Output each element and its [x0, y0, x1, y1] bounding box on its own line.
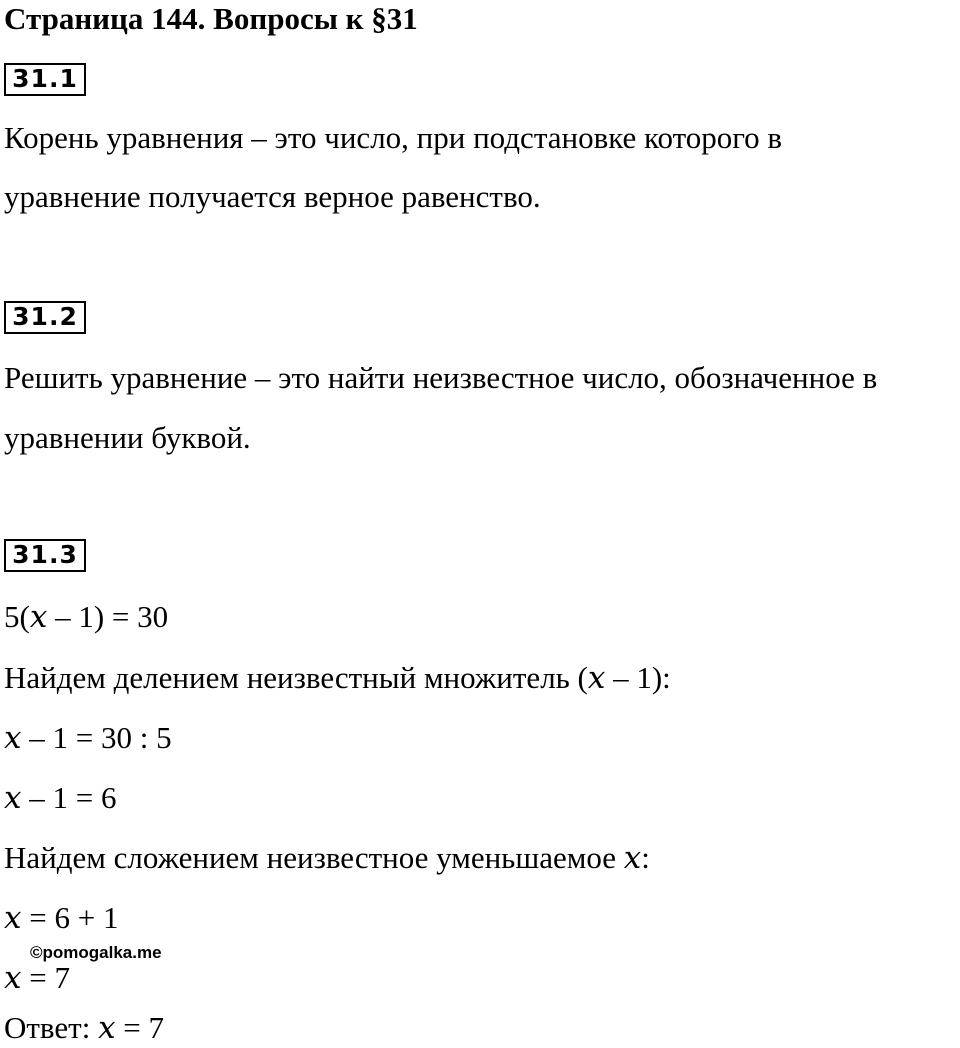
- equation-addition-rest: = 6 + 1: [21, 900, 119, 935]
- final-answer: [4, 1008, 164, 1048]
- equation-result-6-rest: – 1 = 6: [21, 780, 117, 815]
- step-find-factor: [4, 658, 671, 698]
- step-find-minuend-tail: :: [641, 840, 650, 875]
- variable-x: x: [4, 960, 22, 996]
- step-find-minuend: [4, 838, 650, 878]
- equation-solution-rest: = 7: [21, 960, 70, 995]
- equation-original-suffix: – 1) = 30: [47, 599, 169, 634]
- question-label-31-1: 31.1: [4, 63, 86, 96]
- equation-addition: [4, 898, 118, 938]
- answer-31-1-line-1: Корень уравнения – это число, при подстановке которого в: [4, 120, 783, 155]
- step-find-minuend-text: Найдем сложением неизвестное уменьшаемое: [4, 840, 624, 875]
- equation-result-6: [4, 778, 116, 818]
- equation-division: [4, 718, 172, 758]
- variable-x: x: [4, 900, 22, 936]
- equation-original-prefix: 5(: [4, 599, 30, 634]
- equation-division-rest: – 1 = 30 : 5: [21, 720, 172, 755]
- page-title: Страница 144. Вопросы к §31: [4, 1, 418, 36]
- question-label-31-2: 31.2: [4, 301, 86, 334]
- variable-x: x: [29, 599, 48, 635]
- final-answer-value: = 7: [115, 1010, 165, 1045]
- variable-x: x: [4, 780, 22, 816]
- equation-solution: [4, 958, 70, 998]
- equation-original: [4, 597, 168, 637]
- step-find-factor-tail: – 1):: [605, 660, 671, 695]
- question-label-31-3: 31.3: [4, 539, 86, 572]
- answer-31-1-line-2: уравнение получается верное равенство.: [4, 179, 541, 214]
- answer-31-2-line-1: Решить уравнение – это найти неизвестное число, обозначенное в: [4, 360, 878, 395]
- watermark: ©pomogalka.me: [30, 943, 162, 962]
- variable-x: x: [98, 1010, 116, 1046]
- variable-x: x: [587, 660, 606, 696]
- variable-x: x: [623, 840, 642, 876]
- answer-31-2-line-2: уравнении буквой.: [4, 420, 251, 455]
- step-find-factor-text: Найдем делением неизвестный множитель (: [4, 660, 588, 695]
- final-answer-label: Ответ:: [4, 1010, 99, 1045]
- variable-x: x: [4, 720, 22, 756]
